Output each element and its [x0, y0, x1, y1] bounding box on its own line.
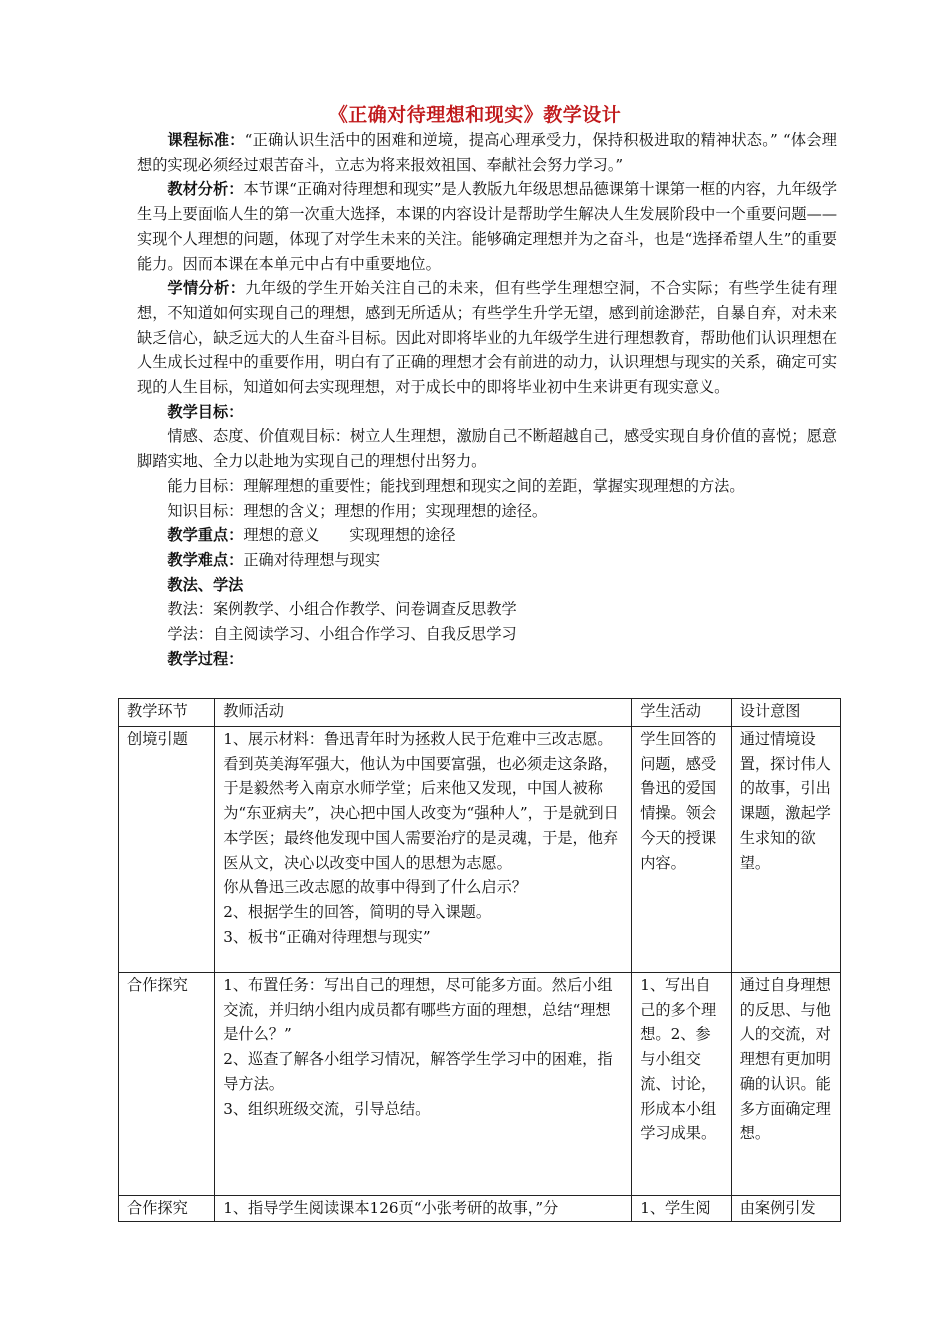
difficulty-label: 教学难点： — [167, 550, 244, 569]
course-standard-paragraph — [137, 128, 837, 177]
row-teacher — [215, 973, 632, 1196]
row-intent: 通过情境设置，探讨伟人的故事，引出课题，激起学生求知的欲望。 — [731, 727, 840, 973]
row-student: 1、写出自己的多个理想。2、参与小组交流、讨论，形成本小组学习成果。 — [632, 973, 732, 1196]
table-row — [119, 727, 841, 973]
difficulty-paragraph — [137, 548, 837, 573]
row-stage: 创境引题 — [119, 727, 215, 973]
row-student: 学生回答的问题，感受鲁迅的爱国情操。领会今天的授课内容。 — [632, 727, 732, 973]
methods-label: 教法、学法 — [167, 575, 244, 594]
teaching-process-table — [118, 698, 841, 1222]
document-body — [137, 128, 837, 671]
header-intent: 设计意图 — [731, 699, 840, 727]
teacher-step: 1、展示材料：鲁迅青年时为拯救人民于危难中三改志愿。看到英美海军强大，他认为中国要富强，也必须走这条路，于是毅然考入南京水师学堂；后来他又发现，中国人被称为“东亚病夫”，决心把中国人改变为“强种人”，于是就到日本学医；最终他发现中国人需要治疗的是灵魂，于是，他弃医从文，决心以改变中国人的思想为志愿。 — [223, 730, 619, 872]
table-row — [119, 1196, 841, 1222]
row-teacher — [215, 1196, 632, 1222]
objectives-heading — [137, 400, 837, 425]
header-stage: 教学环节 — [119, 699, 215, 727]
row-intent: 通过自身理想的反思、与他人的交流，对理想有更加明确的认识。能多方面确定理想。 — [731, 973, 840, 1196]
methods-heading — [137, 573, 837, 598]
teacher-step: 2、根据学生的回答，简明的导入课题。 — [223, 902, 492, 921]
teacher-step: 2、巡查了解各小组学习情况，解答学生学习中的困难，指导方法。 — [223, 1050, 613, 1093]
textbook-analysis-paragraph — [137, 177, 837, 276]
row-teacher — [215, 727, 632, 973]
document-title: 《正确对待理想和现实》教学设计 — [328, 104, 622, 126]
process-label: 教学过程： — [167, 649, 244, 668]
key-points-label: 教学重点： — [167, 526, 244, 545]
teacher-step: 3、组织班级交流，引导总结。 — [223, 1099, 431, 1118]
table-header-row — [119, 699, 841, 727]
teacher-step: 1、布置任务：写出自己的理想，尽可能多方面。然后小组交流，并归纳小组内成员都有哪些方面的理想，总结“理想是什么？” — [223, 976, 613, 1044]
header-student: 学生活动 — [632, 699, 732, 727]
teaching-method: 教法：案例教学、小组合作教学、问卷调查反思教学 — [167, 600, 517, 619]
learner-analysis-label: 学情分析： — [167, 279, 246, 298]
learning-method: 学法：自主阅读学习、小组合作学习、自我反思学习 — [167, 625, 517, 644]
teacher-step: 你从鲁迅三改志愿的故事中得到了什么启示？ — [223, 878, 527, 897]
key-points-paragraph — [137, 523, 837, 548]
learner-analysis-text: 九年级的学生开始关注自己的未来，但有些学生理想空洞，不合实际；有些学生徒有理想，不知道如何实现自己的理想，感到无所适从；有些学生升学无望，感到前途渺茫，自暴自弃，对未来缺乏信心，缺乏远大的人生奋斗目标。因此对即将毕业的九年级学生进行理想教育，帮助他们认识理想在人生成长过程中的重要作用，明白有了正确的理想才会有前进的动力，认识理想与现实的关系，确定可实现的人生目标，知道如何去实现理想，对于成长中的即将毕业初中生来讲更有现实意义。 — [137, 279, 838, 397]
objectives-label: 教学目标： — [167, 402, 244, 421]
process-heading — [137, 647, 837, 672]
teacher-step: 3、板书“正确对待理想与现实” — [223, 927, 431, 946]
teacher-step: 1、指导学生阅读课本126页“小张考研的故事，”分 — [223, 1199, 559, 1217]
row-stage: 合作探究 — [119, 1196, 215, 1222]
objective-ability: 能力目标：理解理想的重要性；能找到理想和现实之间的差距，掌握实现理想的方法。 — [167, 476, 745, 495]
objective-emotion: 情感、态度、价值观目标：树立人生理想，激励自己不断超越自己，感受实现自身价值的喜悦；愿意脚踏实地、全力以赴地为实现自己的理想付出努力。 — [137, 427, 837, 471]
table-row — [119, 973, 841, 1196]
key-point-1: 理想的意义 — [243, 526, 320, 545]
textbook-analysis-text: 本节课“正确对待理想和现实”是人教版九年级思想品德课第十课第一框的内容，九年级学生马上要面临人生的第一次重大选择，本课的内容设计是帮助学生解决人生发展阶段中一个重要问题——实现个人理想的问题，体现了对学生未来的关注。能够确定理想并为之奋斗，也是“选择希望人生”的重要能力。因而本课在本单元中占有中重要地位。 — [137, 180, 838, 273]
course-standard-text: “正确认识生活中的困难和逆境，提高心理承受力，保持积极进取的精神状态。” “体会理想的实现必须经过艰苦奋斗，立志为将来报效祖国、奉献社会努力学习。” — [137, 131, 837, 174]
course-standard-label: 课程标准： — [167, 131, 245, 149]
row-student: 1、学生阅 — [632, 1196, 732, 1222]
difficulty-text: 正确对待理想与现实 — [243, 550, 381, 569]
header-teacher: 教师活动 — [215, 699, 632, 727]
objective-knowledge: 知识目标：理想的含义；理想的作用；实现理想的途径。 — [167, 501, 548, 520]
row-stage: 合作探究 — [119, 973, 215, 1196]
textbook-analysis-label: 教材分析： — [167, 180, 244, 199]
learner-analysis-paragraph — [137, 276, 837, 400]
row-intent: 由案例引发 — [731, 1196, 840, 1222]
key-point-2: 实现理想的途径 — [349, 526, 456, 545]
